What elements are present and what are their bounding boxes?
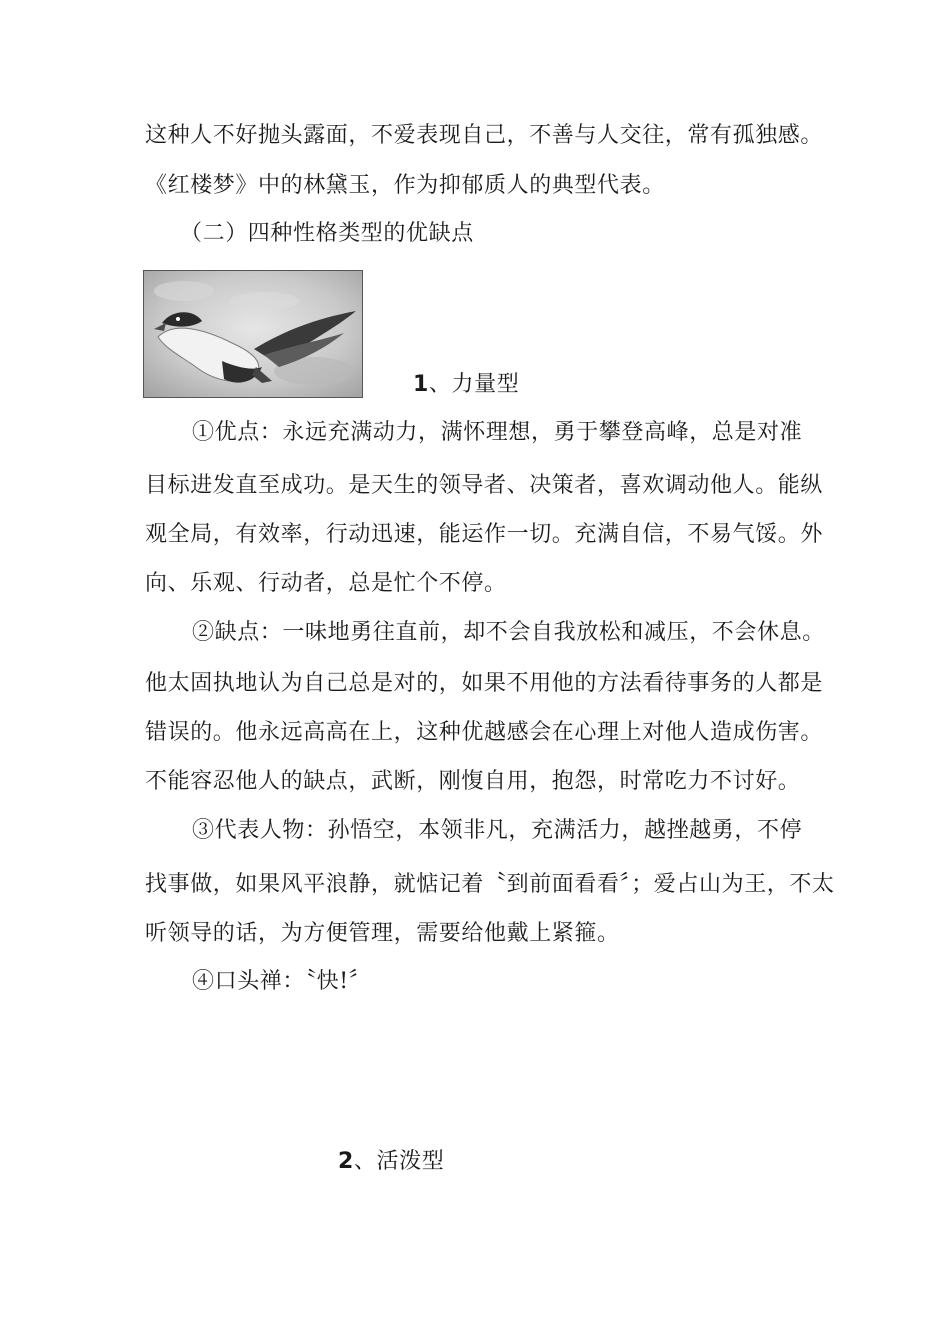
paragraph-line: 他太固执地认为自己总是对的，如果不用他的方法看待事务的人都是	[145, 671, 824, 696]
section-heading: （二）四种性格类型的优缺点	[180, 221, 474, 246]
paragraph-line: 不能容忍他人的缺点，武断，刚愎自用，抱怨，时常吃力不讨好。	[145, 769, 801, 794]
type1-number: 1	[413, 372, 429, 397]
type1-title: 、力量型	[428, 372, 520, 397]
paragraph-line: 向、乐观、行动者，总是忙个不停。	[145, 571, 507, 596]
paragraph-line: 《红楼梦》中的林黛玉，作为抑郁质人的典型代表。	[145, 173, 665, 198]
paragraph-line: 这种人不好抛头露面，不爱表现自己，不善与人交往，常有孤独感。	[145, 123, 824, 148]
paragraph-line: 听领导的话，为方便管理，需要给他戴上紧箍。	[145, 921, 620, 946]
paragraph-line: ②缺点：一味地勇往直前，却不会自我放松和减压，不会休息。	[192, 620, 825, 645]
type2-title: 、活泼型	[353, 1149, 445, 1174]
paragraph-line: ①优点：永远充满动力，满怀理想，勇于攀登高峰，总是对准	[192, 420, 803, 445]
type2-heading	[338, 1147, 444, 1177]
paragraph-line: ③代表人物：孙悟空，本领非凡，充满活力，越挫越勇，不停	[192, 818, 803, 843]
paragraph-line: 观全局，有效率，行动迅速，能运作一切。充满自信，不易气馁。外	[145, 522, 824, 547]
type1-heading	[413, 370, 519, 400]
paragraph-line: 目标进发直至成功。是天生的领导者、决策者，喜欢调动他人。能纵	[145, 473, 824, 498]
type2-number: 2	[338, 1149, 354, 1174]
paragraph-line: ④口头禅：〝快!〞	[192, 969, 372, 994]
paragraph-line: 错误的。他永远高高在上，这种优越感会在心理上对他人造成伤害。	[145, 720, 824, 745]
paragraph-line: 找事做，如果风平浪静，就惦记着〝到前面看看〞；爱占山为王，不太	[145, 872, 835, 897]
eagle-illustration-icon	[143, 270, 363, 398]
